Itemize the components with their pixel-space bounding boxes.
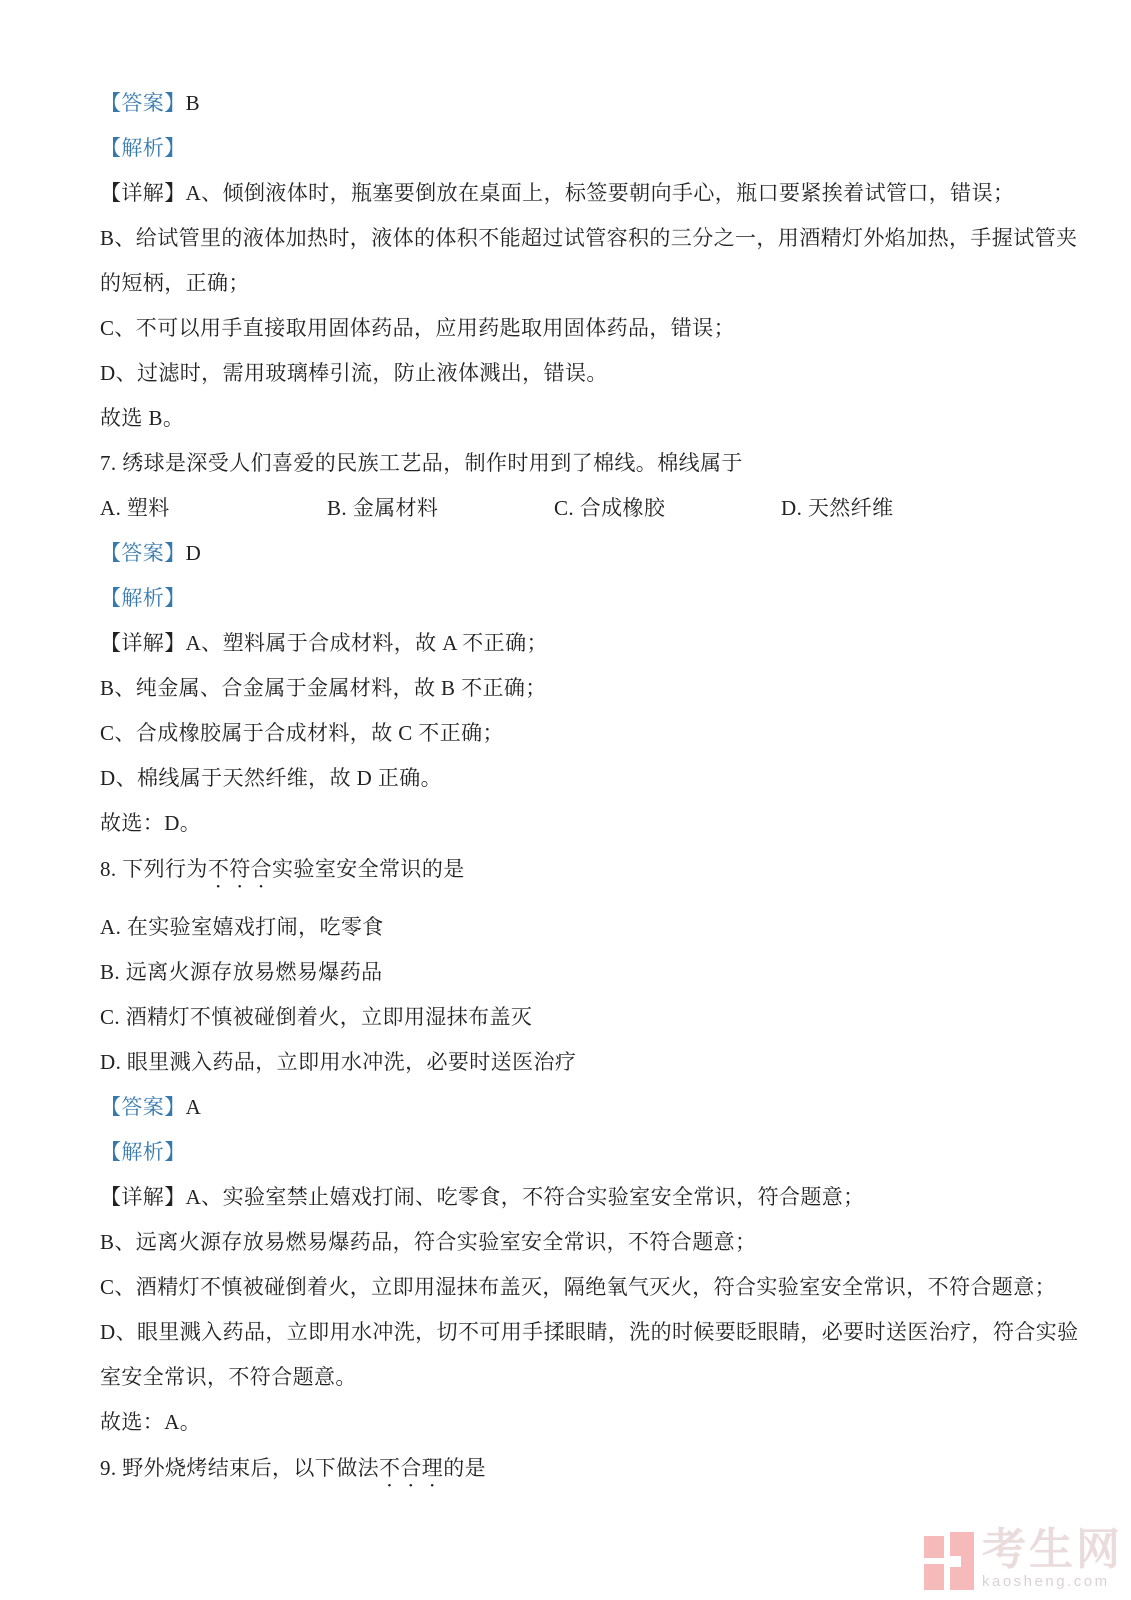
answer-line-q8: [100, 1096, 1060, 1118]
answer-value: A: [185, 1095, 202, 1119]
detail-text: A、倾倒液体时，瓶塞要倒放在桌面上，标签要朝向手心，瓶口要紧挨着试管口，错误；: [185, 181, 1015, 205]
question-text-pre: 8. 下列行为: [100, 857, 208, 881]
detail-line-q6-b: B、给试管里的液体加热时，液体的体积不能超过试管容积的三分之一，用酒精灯外焰加热，手握试管夹: [100, 226, 1078, 250]
question-7-options-row: [100, 497, 1060, 519]
detail-line-q8-c: C、酒精灯不慎被碰倒着火，立即用湿抹布盖灭，隔绝氧气灭火，符合实验室安全常识，不符合题意；: [100, 1275, 1057, 1299]
detail-line-q8-d-cont: 室安全常识，不符合题意。: [100, 1365, 357, 1389]
detail-line-q7-a: [100, 632, 1060, 654]
question-text-post: 实验室安全常识的是: [272, 857, 465, 881]
detail-line-q7-b: B、纯金属、合金属于金属材料，故 B 不正确；: [100, 676, 547, 700]
detail-text: A、实验室禁止嬉戏打闹、吃零食，不符合实验室安全常识，符合题意；: [185, 1185, 865, 1209]
detail-line-q6-a: [100, 182, 1060, 204]
question-8-option-b: B. 远离火源存放易燃易爆药品: [100, 960, 383, 984]
question-8-option-c: C. 酒精灯不慎被碰倒着火，立即用湿抹布盖灭: [100, 1005, 533, 1029]
detail-line-q8-d: D、眼里溅入药品，立即用水冲洗，切不可用手揉眼睛，洗的时候要眨眼睛，必要时送医治疗，符合实验: [100, 1320, 1079, 1344]
question-text-emphasized: 不合理: [379, 1456, 444, 1480]
kaosheng-site-domain: kaosheng.com: [982, 1573, 1110, 1590]
analysis-line-q7: [100, 587, 1060, 609]
analysis-label: 【解析】: [100, 136, 186, 160]
detail-line-q8-b: B、远离火源存放易燃易爆药品，符合实验室安全常识，不符合题意；: [100, 1230, 757, 1254]
detail-line-q6-b-cont: 的短柄，正确；: [100, 271, 250, 295]
analysis-line-q8: [100, 1141, 1060, 1163]
conclusion-line-q6: 故选 B。: [100, 406, 185, 430]
question-9-line: [100, 1456, 1060, 1492]
answer-line-q7: [100, 542, 1060, 564]
answer-label: 【答案】: [100, 91, 186, 115]
question-text-emphasized: 不符合: [207, 857, 273, 881]
answer-label: 【答案】: [100, 1095, 186, 1119]
watermark-text-block: [982, 1525, 1123, 1590]
answer-value: D: [185, 541, 202, 565]
answer-value: B: [185, 91, 201, 115]
kaosheng-logo-icon: [924, 1532, 974, 1590]
detail-label: 【详解】: [100, 181, 186, 205]
analysis-line-q6: [100, 137, 1060, 159]
detail-line-q8-a: [100, 1186, 1060, 1208]
question-text-post: 的是: [443, 1456, 487, 1480]
answer-label: 【答案】: [100, 541, 186, 565]
detail-text: A、塑料属于合成材料，故 A 不正确；: [185, 631, 548, 655]
question-7-line: 7. 绣球是深受人们喜爱的民族工艺品，制作时用到了棉线。棉线属于: [100, 451, 743, 475]
question-text-pre: 9. 野外烧烤结束后，以下做法: [100, 1456, 379, 1480]
conclusion-line-q7: 故选：D。: [100, 811, 202, 835]
answer-line-q6: [100, 92, 1060, 114]
conclusion-line-q8: 故选：A。: [100, 1410, 202, 1434]
detail-label: 【详解】: [100, 631, 186, 655]
option-c: C. 合成橡胶: [554, 496, 666, 520]
detail-label: 【详解】: [100, 1185, 186, 1209]
detail-line-q6-d: D、过滤时，需用玻璃棒引流，防止液体溅出，错误。: [100, 361, 608, 385]
option-d: D. 天然纤维: [781, 496, 894, 520]
question-8-option-a: A. 在实验室嬉戏打闹，吃零食: [100, 915, 384, 939]
question-8-line: [100, 857, 1060, 893]
detail-line-q7-c: C、合成橡胶属于合成材料，故 C 不正确；: [100, 721, 504, 745]
kaosheng-site-name: 考生网: [982, 1525, 1123, 1574]
option-a: A. 塑料: [100, 496, 170, 520]
document-content: [100, 91, 1079, 1515]
analysis-label: 【解析】: [100, 1140, 186, 1164]
question-8-option-d: D. 眼里溅入药品，立即用水冲洗，必要时送医治疗: [100, 1050, 577, 1074]
analysis-label: 【解析】: [100, 586, 186, 610]
detail-line-q7-d: D、棉线属于天然纤维，故 D 正确。: [100, 766, 443, 790]
kaosheng-watermark: [924, 1525, 1123, 1590]
option-b: B. 金属材料: [327, 496, 439, 520]
detail-line-q6-c: C、不可以用手直接取用固体药品，应用药匙取用固体药品，错误；: [100, 316, 736, 340]
